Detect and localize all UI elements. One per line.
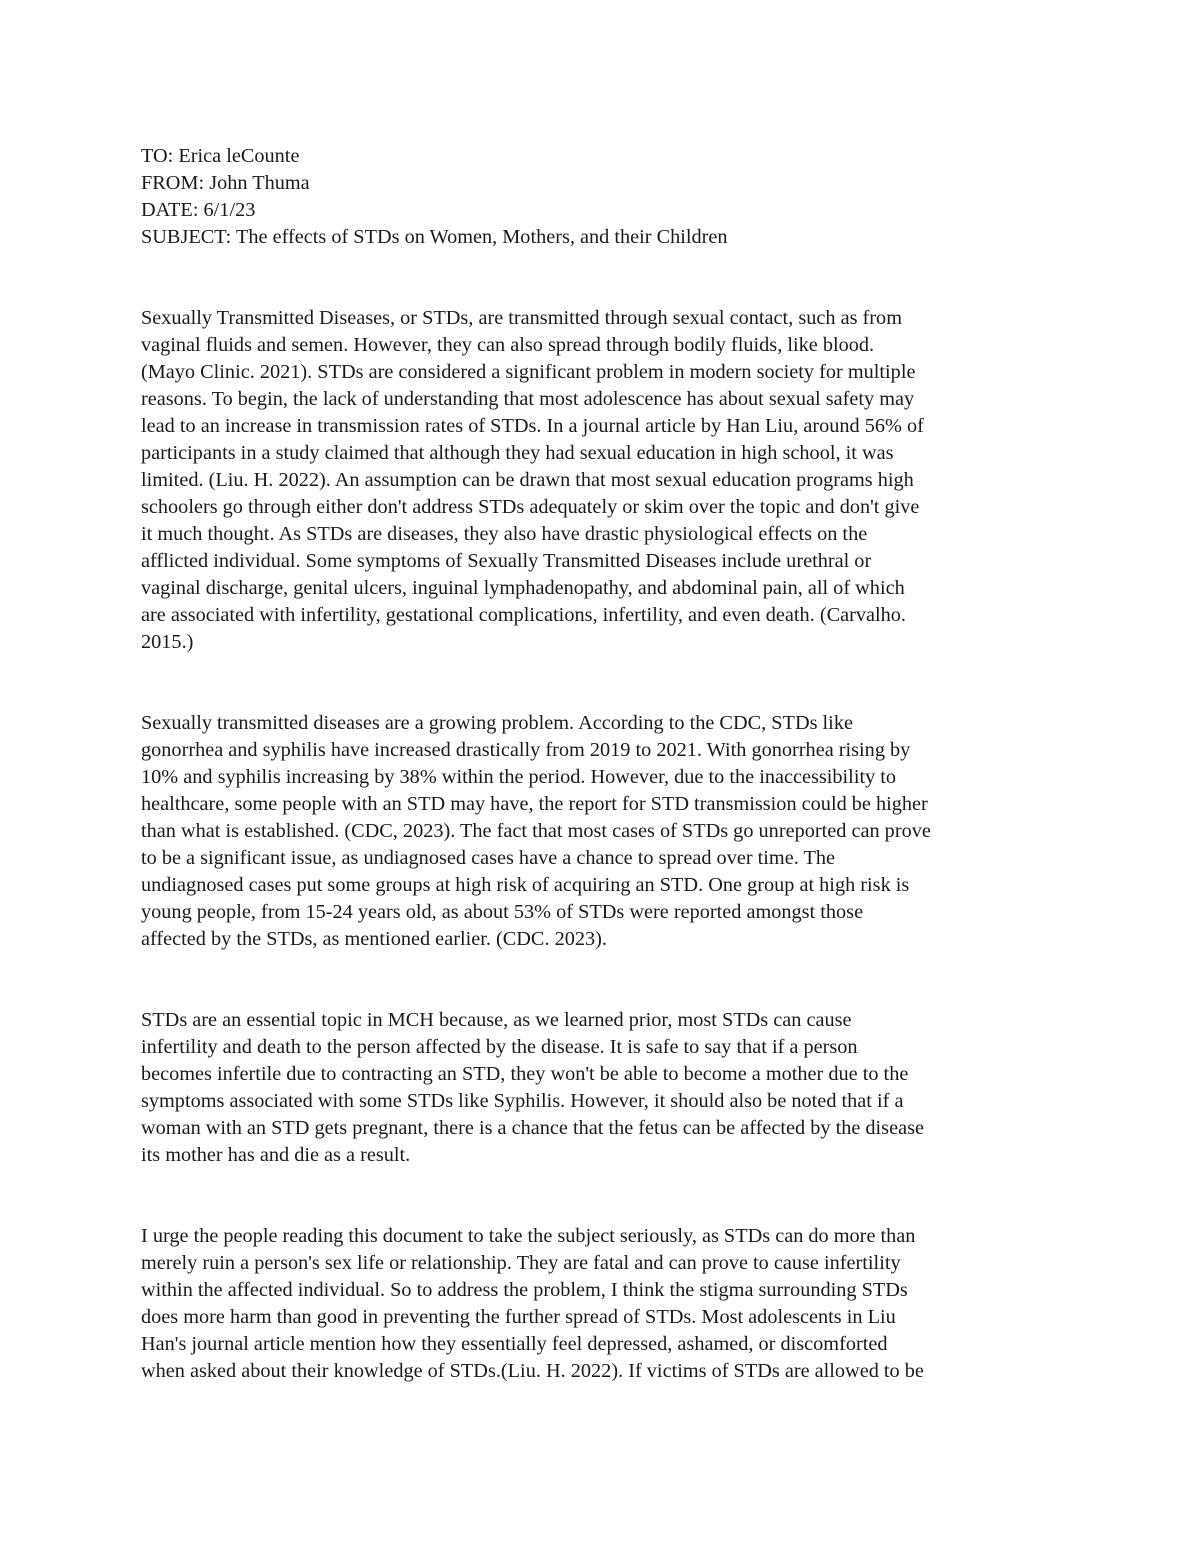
memo-date: DATE: 6/1/23 [141, 199, 256, 221]
paragraph-4 [141, 1223, 1061, 1385]
text-line: 10% and syphilis increasing by 38% within the period. However, due to the inaccessibility to [141, 766, 897, 788]
text-line: infertility and death to the person affected by the disease. It is safe to say that if a person [141, 1036, 858, 1058]
document-body [141, 143, 1061, 1385]
text-line: reasons. To begin, the lack of understanding that most adolescence has about sexual safety may [141, 388, 915, 410]
text-line: (Mayo Clinic. 2021). STDs are considered a significant problem in modern society for multiple [141, 361, 916, 383]
text-line: its mother has and die as a result. [141, 1144, 411, 1166]
paragraph-2 [141, 710, 1061, 953]
text-line: 2015.) [141, 631, 194, 653]
text-line: healthcare, some people with an STD may have, the report for STD transmission could be higher [141, 793, 928, 815]
text-line: young people, from 15-24 years old, as about 53% of STDs were reported amongst those [141, 901, 864, 923]
text-line: affected by the STDs, as mentioned earlier. (CDC. 2023). [141, 928, 607, 950]
text-line: when asked about their knowledge of STDs.(Liu. H. 2022). If victims of STDs are allowed to be [141, 1360, 924, 1382]
text-line: to be a significant issue, as undiagnosed cases have a chance to spread over time. The [141, 847, 836, 869]
text-line: afflicted individual. Some symptoms of Sexually Transmitted Diseases include urethral or [141, 550, 872, 572]
memo-from: FROM: John Thuma [141, 172, 310, 194]
paragraph-1 [141, 305, 1061, 656]
text-line: are associated with infertility, gestational complications, infertility, and even death. (Carvalho. [141, 604, 906, 626]
text-line: schoolers go through either don't address STDs adequately or skim over the topic and don't give [141, 496, 920, 518]
text-line: than what is established. (CDC, 2023). The fact that most cases of STDs go unreported can prove [141, 820, 931, 842]
text-line: vaginal fluids and semen. However, they can also spread through bodily fluids, like blood. [141, 334, 875, 356]
text-line: participants in a study claimed that although they had sexual education in high school, it was [141, 442, 894, 464]
text-line: STDs are an essential topic in MCH because, as we learned prior, most STDs can cause [141, 1009, 852, 1031]
memo-to: TO: Erica leCounte [141, 145, 300, 167]
text-line: I urge the people reading this document to take the subject seriously, as STDs can do more than [141, 1225, 916, 1247]
text-line: woman with an STD gets pregnant, there is a chance that the fetus can be affected by the disease [141, 1117, 924, 1139]
text-line: vaginal discharge, genital ulcers, inguinal lymphadenopathy, and abdominal pain, all of which [141, 577, 905, 599]
text-line: Han's journal article mention how they essentially feel depressed, ashamed, or discomforted [141, 1333, 888, 1355]
memo-header [141, 143, 1061, 251]
text-line: undiagnosed cases put some groups at high risk of acquiring an STD. One group at high risk is [141, 874, 910, 896]
memo-subject: SUBJECT: The effects of STDs on Women, Mothers, and their Children [141, 226, 728, 248]
text-line: Sexually Transmitted Diseases, or STDs, are transmitted through sexual contact, such as from [141, 307, 902, 329]
text-line: within the affected individual. So to address the problem, I think the stigma surrounding STDs [141, 1279, 908, 1301]
text-line: limited. (Liu. H. 2022). An assumption can be drawn that most sexual education programs high [141, 469, 914, 491]
paragraph-gap [141, 953, 1061, 1007]
paragraph-gap [141, 1169, 1061, 1223]
text-line: does more harm than good in preventing the further spread of STDs. Most adolescents in Liu [141, 1306, 896, 1328]
text-line: gonorrhea and syphilis have increased drastically from 2019 to 2021. With gonorrhea rising by [141, 739, 911, 761]
paragraph-3 [141, 1007, 1061, 1169]
text-line: merely ruin a person's sex life or relationship. They are fatal and can prove to cause infertility [141, 1252, 901, 1274]
text-line: symptoms associated with some STDs like Syphilis. However, it should also be noted that if a [141, 1090, 904, 1112]
text-line: lead to an increase in transmission rates of STDs. In a journal article by Han Liu, around 56% of [141, 415, 924, 437]
text-line: it much thought. As STDs are diseases, they also have drastic physiological effects on the [141, 523, 868, 545]
text-line: Sexually transmitted diseases are a growing problem. According to the CDC, STDs like [141, 712, 853, 734]
text-line: becomes infertile due to contracting an STD, they won't be able to become a mother due to the [141, 1063, 909, 1085]
paragraph-gap [141, 656, 1061, 710]
